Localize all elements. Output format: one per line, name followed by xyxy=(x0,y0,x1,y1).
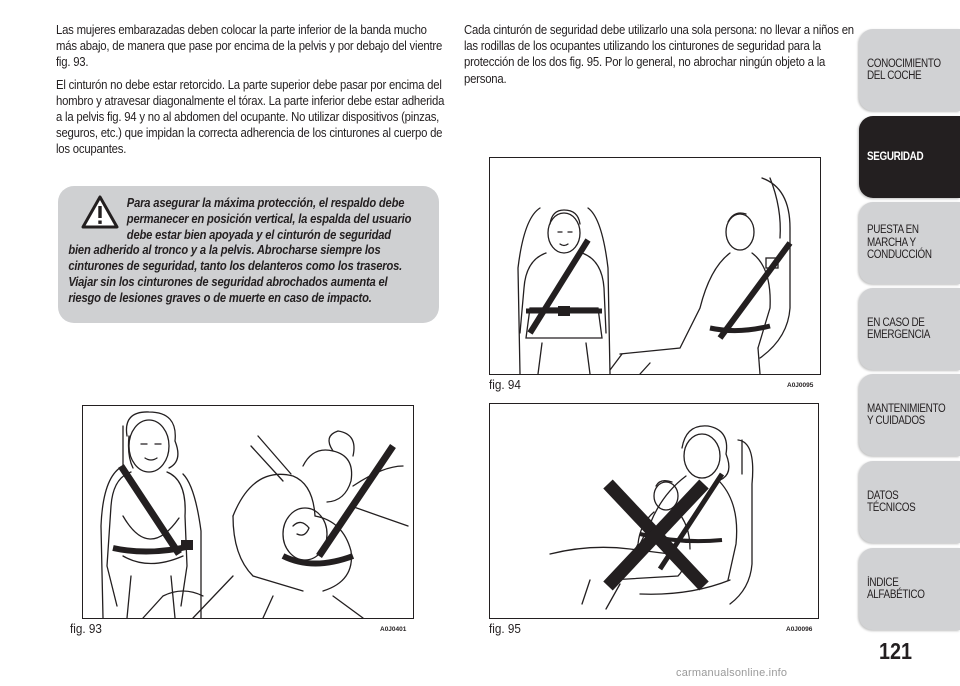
figure-93-code: A0J0401 xyxy=(380,626,407,633)
warning-line: bien adherido al tronco y a la pelvis. Abrocharse siempre los xyxy=(68,242,381,258)
warning-line: riesgo de lesiones graves o de muerte en caso de impacto. xyxy=(68,289,372,305)
figure-93 xyxy=(82,405,414,619)
figure-95-caption: fig. 95 xyxy=(489,621,521,636)
side-tab-en-caso-de-emergencia[interactable] xyxy=(859,288,960,370)
side-tab-label: MANTENIMIENTO Y CUIDADOS xyxy=(867,402,946,427)
pregnant-woman-seatbelt-illustration xyxy=(83,406,413,618)
correct-seatbelt-position-illustration xyxy=(490,158,820,374)
side-tab-label: DATOS TÉCNICOS xyxy=(867,489,916,514)
figure-94 xyxy=(489,157,821,375)
paragraph: Cada cinturón de seguridad debe utilizarlo una sola persona: no llevar a niños en las rodillas de los ocupantes utilizando los cinturones de seguridad para la protección de los dos fig. 95. Por lo general, no abrochar ningún objeto a la persona. xyxy=(464,22,854,86)
warning-line: cinturones de seguridad, tanto los delanteros como los traseros. xyxy=(68,258,403,274)
right-column-text xyxy=(464,22,860,93)
side-tab-indice-alfabetico[interactable] xyxy=(859,548,960,630)
side-tab-puesta-en-marcha[interactable] xyxy=(859,202,960,284)
side-tab-label: ÍNDICE ALFABÉTICO xyxy=(867,576,925,601)
side-tab-mantenimiento[interactable] xyxy=(859,374,960,456)
side-tab-datos-tecnicos[interactable] xyxy=(859,461,960,543)
figure-95-code: A0J0096 xyxy=(786,626,813,633)
warning-box xyxy=(58,186,439,323)
warning-line: Para asegurar la máxima protección, el respaldo debe xyxy=(126,195,405,210)
warning-line: debe estar bien apoyada y el cinturón de seguridad xyxy=(126,226,391,242)
side-tab-seguridad[interactable] xyxy=(859,116,960,198)
paragraph: Las mujeres embarazadas deben colocar la parte inferior de la banda mucho más abajo, de manera que pase por encima de la pelvis y por debajo del vientre fig. 93. xyxy=(56,22,443,70)
side-tab-label: EN CASO DE EMERGENCIA xyxy=(867,316,931,341)
figure-94-caption: fig. 94 xyxy=(489,377,521,392)
child-on-lap-prohibited-illustration xyxy=(490,404,818,618)
figure-93-caption: fig. 93 xyxy=(70,621,102,636)
watermark-text: carmanualsonline.info xyxy=(676,667,788,679)
left-column-text xyxy=(56,22,445,164)
side-tab-label: PUESTA EN MARCHA Y CONDUCCIÓN xyxy=(867,224,932,262)
figure-95 xyxy=(489,403,819,619)
warning-line: permanecer en posición vertical, la espalda del usuario xyxy=(126,210,412,226)
warning-line: Viajar sin los cinturones de seguridad abrochados aumenta el xyxy=(68,273,388,289)
paragraph: El cinturón no debe estar retorcido. La parte superior debe pasar por encima del hombro y atravesar diagonalmente el tórax. La parte inferior debe estar adherida a la pelvis fig. 94 y no al abdomen del ocupante. No utilizar dispositivos (pinzas, seguros, etc.) que impidan la correcta adherencia de los cinturones al cuerpo de los ocupantes. xyxy=(56,76,445,157)
warning-text xyxy=(58,195,428,306)
page-number: 121 xyxy=(879,638,913,664)
side-tab-conocimiento-del-coche[interactable] xyxy=(859,29,960,111)
side-tab-label: CONOCIMIENTO DEL COCHE xyxy=(867,57,941,82)
figure-94-code: A0J0095 xyxy=(787,382,814,389)
side-tab-label: SEGURIDAD xyxy=(867,150,924,163)
